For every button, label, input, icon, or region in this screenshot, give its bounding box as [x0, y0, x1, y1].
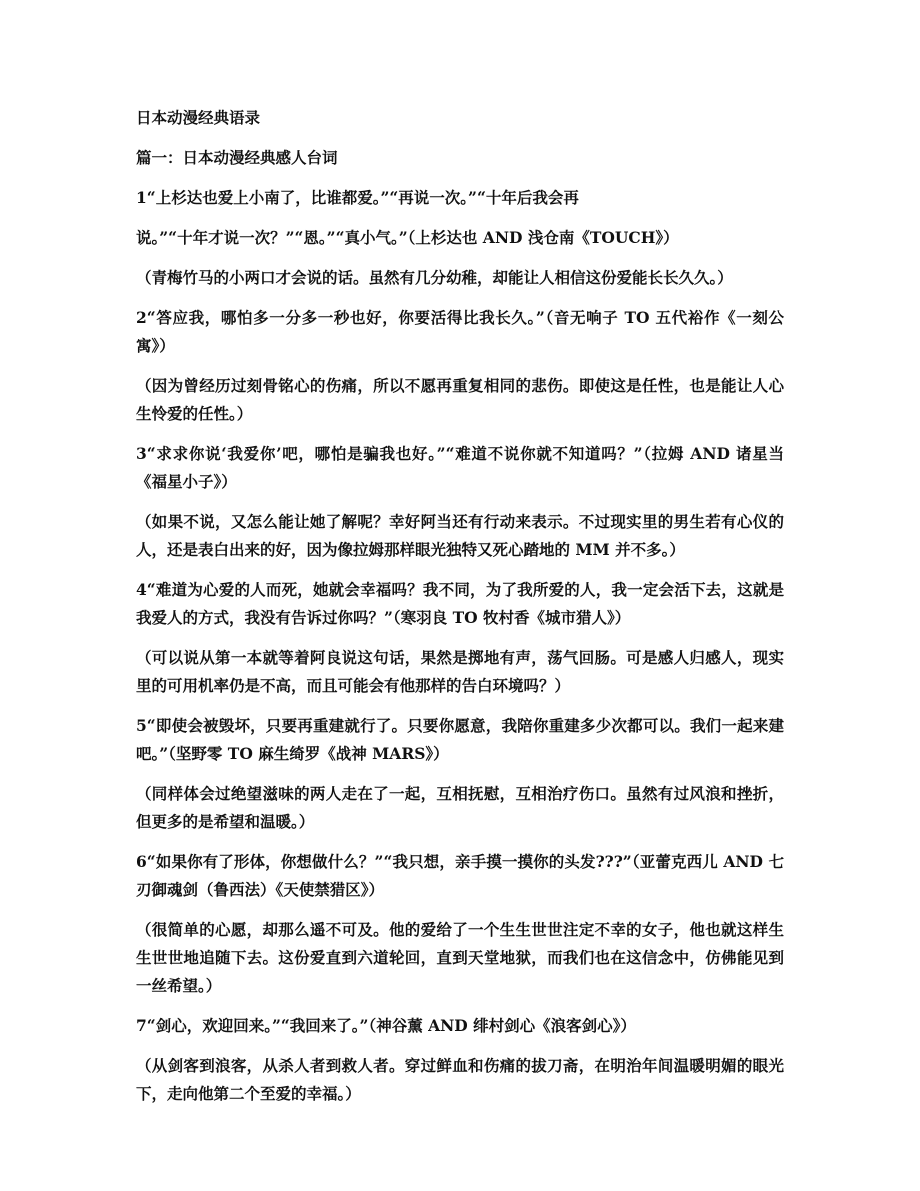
paragraph: 7“剑心，欢迎回来。”“我回来了。”（神谷薰 AND 绯村剑心《浪客剑心》） — [136, 1016, 636, 1035]
paragraph: 1“上杉达也爱上小南了，比谁都爱。”“再说一次。”“十年后我会再 — [136, 188, 579, 207]
document-page — [136, 104, 784, 1120]
paragraph: （如果不说，又怎么能让她了解呢？幸好阿当还有行动来表示。不过现实里的男生若有心仪的人，还是表白出来的好，因为像拉姆那样眼光独特又死心踏地的 MM 并不多。） — [136, 512, 784, 559]
paragraph: 4“难道为心爱的人而死，她就会幸福吗？我不同，为了我所爱的人，我一定会活下去，这就是我爱人的方式，我没有告诉过你吗？”（寒羽良 TO 牧村香《城市猎人》） — [136, 580, 784, 627]
paragraph: 3“求求你说‘我爱你’吧，哪怕是骗我也好。”“难道不说你就不知道吗？”（拉姆 AND 诸星当《福星小子》） — [136, 444, 784, 491]
paragraph: 2“答应我，哪怕多一分多一秒也好，你要活得比我长久。”（音无响子 TO 五代裕作《一刻公寓》） — [136, 308, 784, 355]
document-title: 日本动漫经典语录 — [136, 109, 261, 127]
paragraph: （青梅竹马的小两口才会说的话。虽然有几分幼稚，却能让人相信这份爱能长长久久。） — [136, 268, 733, 287]
paragraph: （很简单的心愿，却那么遥不可及。他的爱给了一个生生世世注定不幸的女子，他也就这样生生世世地追随下去。这份爱直到六道轮回，直到天堂地狱，而我们也在这信念中，仿佛能见到一丝希望。） — [136, 920, 784, 995]
section-heading: 篇一：日本动漫经典感人台词 — [136, 149, 338, 167]
paragraph: （同样体会过绝望滋味的两人走在了一起，互相抚慰，互相治疗伤口。虽然有过风浪和挫折，但更多的是希望和温暖。） — [136, 784, 784, 831]
paragraph: （因为曾经历过刻骨铭心的伤痛，所以不愿再重复相同的悲伤。即使这是任性，也是能让人心生怜爱的任性。） — [136, 376, 784, 423]
paragraph: （可以说从第一本就等着阿良说这句话，果然是掷地有声，荡气回肠。可是感人归感人，现实里的可用机率仍是不高，而且可能会有他那样的告白环境吗？） — [136, 648, 784, 695]
paragraph: （从剑客到浪客，从杀人者到救人者。穿过鲜血和伤痛的拔刀斋，在明治年间温暖明媚的眼光下，走向他第二个至爱的幸福。） — [136, 1056, 784, 1103]
paragraph: 5“即使会被毁坏，只要再重建就行了。只要你愿意，我陪你重建多少次都可以。我们一起来建吧。”（坚野零 TO 麻生绮罗《战神 MARS》） — [136, 716, 784, 763]
paragraph: 6“如果你有了形体，你想做什么？”“我只想，亲手摸一摸你的头发???”（亚蕾克西儿 AND 七刃御魂剑（鲁西法）《天使禁猎区》） — [136, 852, 784, 899]
paragraph: 说。”“十年才说一次？”“恩。”“真小气。”（上杉达也 AND 浅仓南《TOUCH》） — [136, 228, 679, 247]
